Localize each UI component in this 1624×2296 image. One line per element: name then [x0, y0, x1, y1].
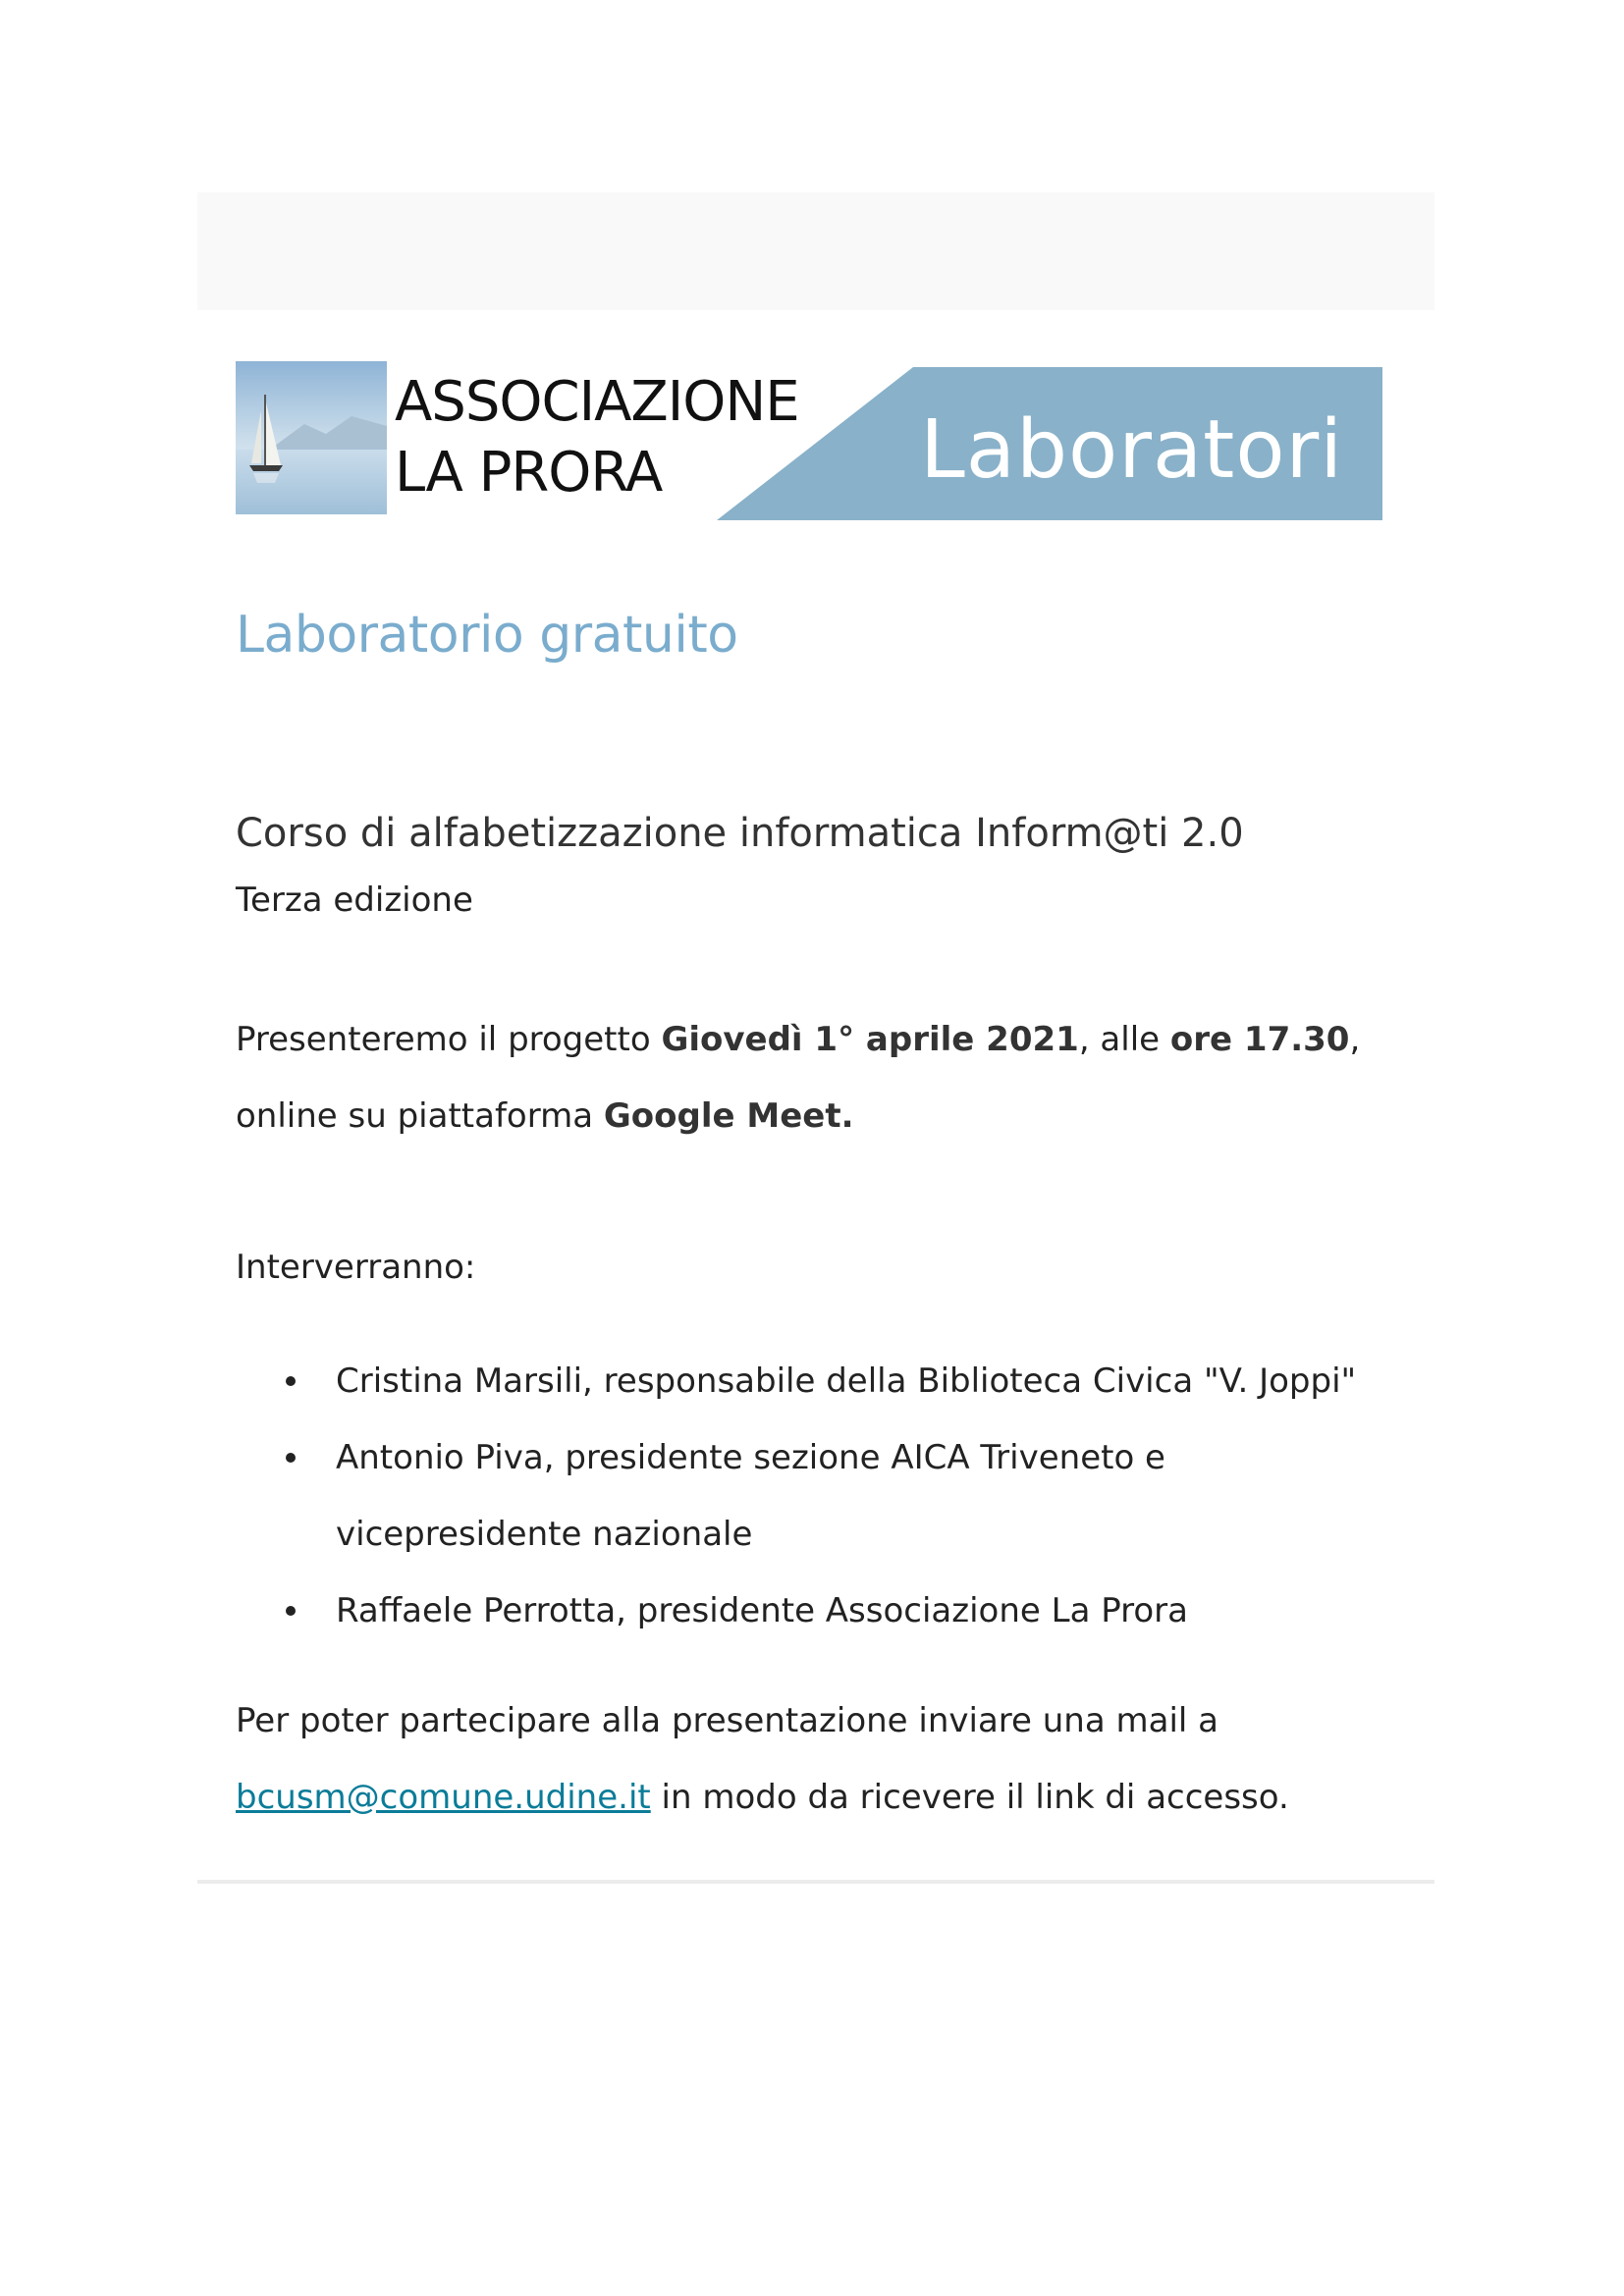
list-item — [236, 1419, 1394, 1573]
platform-prefix: online su piattaforma — [236, 1096, 604, 1136]
presentation-time-suffix: , — [1349, 1020, 1361, 1059]
header-banner — [236, 361, 1382, 520]
email-link[interactable]: bcusm@comune.udine.it — [236, 1778, 651, 1817]
speakers-label: Interverranno: — [236, 1248, 476, 1287]
logo-line-1: ASSOCIAZIONE — [395, 370, 799, 434]
speaker-text: Raffaele Perrotta, presidente Associazione La Prora — [336, 1591, 1188, 1630]
list-item — [236, 1573, 1394, 1649]
speakers-list — [236, 1343, 1394, 1649]
bullet-icon — [286, 1606, 296, 1616]
presentation-date: Giovedì 1° aprile 2021 — [661, 1020, 1079, 1059]
header-band — [197, 192, 1435, 310]
sailboat-lake-image — [236, 361, 387, 514]
presentation-paragraph — [236, 1001, 1360, 1154]
list-item — [236, 1343, 1394, 1419]
participation-paragraph — [236, 1682, 1289, 1836]
course-subtitle: Terza edizione — [236, 881, 473, 920]
banner-label: Laboratori — [920, 403, 1343, 497]
platform-name: Google Meet. — [603, 1096, 854, 1136]
laboratori-banner — [717, 367, 1382, 520]
presentation-time: ore 17.30 — [1169, 1020, 1350, 1059]
page-title: Laboratorio gratuito — [236, 606, 738, 665]
speaker-text: Antonio Piva, presidente sezione AICA Triveneto e vicepresidente nazionale — [336, 1438, 1165, 1554]
course-title: Corso di alfabetizzazione informatica Inform@ti 2.0 — [236, 811, 1244, 856]
participation-line-2: in modo da ricevere il link di accesso. — [650, 1778, 1289, 1817]
logo-line-2: LA PRORA — [395, 441, 663, 505]
presentation-time-prefix: , alle — [1078, 1020, 1170, 1059]
divider — [197, 1880, 1435, 1884]
bullet-icon — [286, 1453, 296, 1463]
bullet-icon — [286, 1376, 296, 1386]
presentation-intro: Presenteremo il progetto — [236, 1020, 662, 1059]
speaker-text: Cristina Marsili, responsabile della Biblioteca Civica "V. Joppi" — [336, 1362, 1357, 1401]
participation-line-1: Per poter partecipare alla presentazione inviare una mail a — [236, 1701, 1218, 1740]
